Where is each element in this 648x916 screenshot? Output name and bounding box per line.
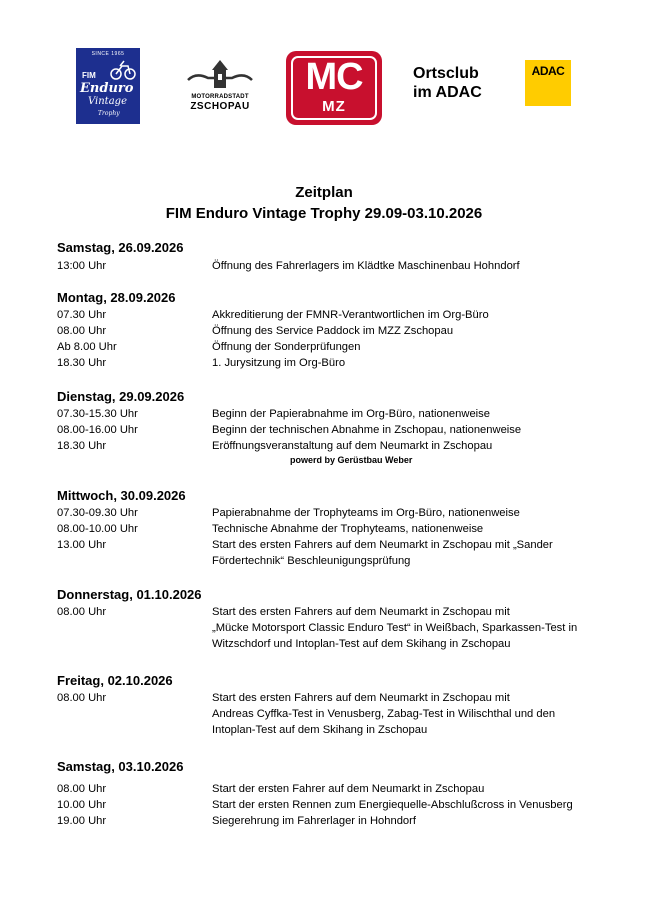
fim-text: FIM: [82, 71, 96, 80]
entry-time: 07.30 Uhr: [57, 309, 107, 321]
ortsclub-line2: im ADAC: [413, 84, 482, 101]
entry-time: 13:00 Uhr: [57, 260, 107, 272]
entry-description: Andreas Cyffka-Test in Venusberg, Zabag-Test in Wilischthal und den: [212, 708, 556, 720]
entry-description: Witzschdorf und Intoplan-Test auf dem Skihang in Zschopau: [212, 638, 511, 650]
page-title: Zeitplan: [295, 184, 353, 201]
entry-description: Akkreditierung der FMNR-Verantwortlichen im Org-Büro: [212, 309, 489, 321]
sponsor-note: powerd by Gerüstbau Weber: [290, 455, 413, 465]
entry-time: 08.00 Uhr: [57, 606, 107, 618]
entry-description: Beginn der technischen Abnahme in Zschopau, nationenweise: [212, 424, 522, 436]
entry-time: 08.00 Uhr: [57, 692, 107, 704]
entry-time: 08.00 Uhr: [57, 783, 107, 795]
mc-text: MC: [305, 56, 363, 98]
day-heading: Mittwoch, 30.09.2026: [57, 488, 186, 503]
entry-time: 08.00-16.00 Uhr: [57, 424, 138, 436]
fim-enduro-text: Enduro: [80, 81, 134, 96]
entry-description: Start des ersten Fahrers auf dem Neumarkt in Zschopau mit: [212, 692, 510, 704]
entry-description: Technische Abnahme der Trophyteams, nationenweise: [212, 523, 484, 535]
entry-description: Eröffnungsveranstaltung auf dem Neumarkt in Zschopau: [212, 440, 493, 452]
entry-description: Siegerehrung im Fahrerlager in Hohndorf: [212, 815, 416, 827]
adac-text: ADAC: [531, 64, 565, 78]
day-heading: Donnerstag, 01.10.2026: [57, 587, 202, 602]
entry-description: Start des ersten Fahrers auf dem Neumarkt in Zschopau mit: [212, 606, 510, 618]
entry-time: 08.00-10.00 Uhr: [57, 523, 138, 535]
entry-description: Beginn der Papierabnahme im Org-Büro, nationenweise: [212, 408, 490, 420]
fim-enduro-vintage-trophy-logo: [76, 48, 140, 124]
entry-time: 07.30-15.30 Uhr: [57, 408, 138, 420]
entry-description: „Mücke Motorsport Classic Enduro Test“ in Weißbach, Sparkassen-Test in: [212, 622, 578, 634]
entry-time: 08.00 Uhr: [57, 325, 107, 337]
day-heading: Dienstag, 29.09.2026: [57, 389, 185, 404]
day-heading: Montag, 28.09.2026: [57, 290, 176, 305]
entry-description: 1. Jurysitzung im Org-Büro: [212, 357, 346, 369]
motorradstadt-zschopau-logo: [186, 58, 254, 118]
entry-description: Öffnung der Sonderprüfungen: [212, 341, 361, 353]
entry-time: 19.00 Uhr: [57, 815, 107, 827]
day-heading: Samstag, 26.09.2026: [57, 240, 184, 255]
entry-description: Start der ersten Fahrer auf dem Neumarkt in Zschopau: [212, 783, 485, 795]
ortsclub-text: [413, 64, 482, 102]
zschopau-line1: MOTORRADSTADT: [191, 94, 249, 100]
page-subtitle: FIM Enduro Vintage Trophy 29.09-03.10.2026: [165, 205, 483, 222]
entry-time: Ab 8.00 Uhr: [57, 341, 117, 353]
zschopau-line2: ZSCHOPAU: [190, 101, 250, 112]
mz-text: MZ: [322, 98, 346, 115]
entry-description: Papierabnahme der Trophyteams im Org-Büro, nationenweise: [212, 507, 520, 519]
entry-description: Fördertechnik“ Beschleunigungsprüfung: [212, 555, 411, 567]
entry-time: 18.30 Uhr: [57, 440, 107, 452]
day-heading: Samstag, 03.10.2026: [57, 759, 184, 774]
entry-time: 13.00 Uhr: [57, 539, 107, 551]
entry-time: 10.00 Uhr: [57, 799, 107, 811]
entry-description: Start des ersten Fahrers auf dem Neumarkt in Zschopau mit „Sander: [212, 539, 553, 551]
entry-time: 07.30-09.30 Uhr: [57, 507, 138, 519]
entry-description: Intoplan-Test auf dem Skihang in Zschopau: [212, 724, 428, 736]
fim-trophy-text: Trophy: [98, 110, 120, 117]
entry-time: 18.30 Uhr: [57, 357, 107, 369]
entry-description: Öffnung des Fahrerlagers im Klädtke Maschinenbau Hohndorf: [212, 260, 520, 272]
mc-mz-logo: [286, 51, 382, 125]
entry-description: Start der ersten Rennen zum Energiequelle-Abschlußcross in Venusberg: [212, 799, 573, 811]
day-heading: Freitag, 02.10.2026: [57, 673, 173, 688]
entry-description: Öffnung des Service Paddock im MZZ Zschopau: [212, 325, 454, 337]
fim-vintage-text: Vintage: [88, 96, 127, 107]
fim-since-text: SINCE 1965: [91, 51, 125, 57]
handlebar-tower-icon: [186, 58, 254, 94]
adac-logo: [525, 60, 571, 106]
ortsclub-line1: Ortsclub: [413, 65, 479, 82]
